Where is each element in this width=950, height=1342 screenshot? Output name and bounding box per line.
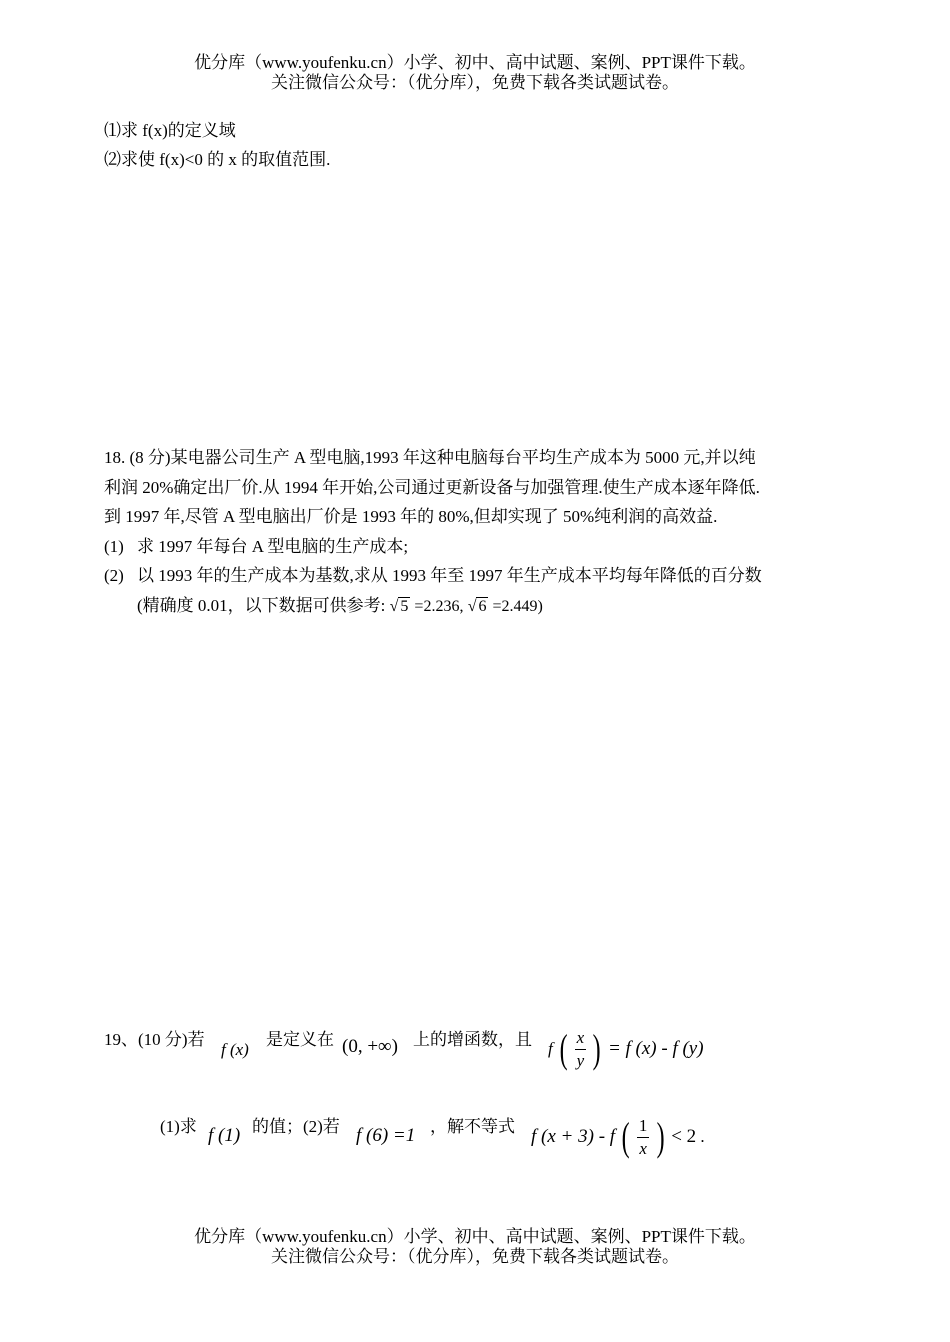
header-line-1: 优分库（www.youfenku.cn）小学、初中、高中试题、案例、PPT课件下载。: [194, 53, 756, 72]
left-paren: (: [621, 1114, 630, 1160]
q19-inequality-numerator: 1: [637, 1115, 650, 1138]
q19-fraction-denominator: y: [576, 1050, 585, 1070]
q18-line-2: 利润 20%确定出厂价.从 1994 年开始,公司通过更新设备与加强管理.使生产成本逐年降低.: [104, 478, 760, 497]
sqrt-5-value: =2.236,: [414, 598, 464, 615]
q18-item-2-number: (2): [104, 566, 124, 585]
q18-item-2-text: 以 1993 年的生产成本为基数,求从 1993 年至 1997 年生产成本平均每年降低的百分数: [137, 566, 762, 585]
sqrt-6-expression: √ 6 =2.449): [467, 598, 543, 615]
q19-f6: f (6) =1: [356, 1125, 416, 1146]
q19-f1: f (1): [208, 1125, 241, 1146]
q19-inequality: [531, 1108, 705, 1168]
right-paren: ): [656, 1114, 665, 1160]
q18-item-1-number: (1): [104, 537, 124, 556]
q19-fraction: [575, 1027, 587, 1072]
q19-text-2: 上的增函数，且: [413, 1030, 532, 1049]
sqrt-6-value: =2.449): [492, 598, 543, 615]
q19-period: .: [700, 1127, 705, 1147]
q19-interval: (0, +∞): [342, 1036, 398, 1057]
q19-fraction-numerator: x: [575, 1027, 587, 1050]
q19-inequality-fraction: [637, 1115, 650, 1160]
q18-line-1: 18. (8 分)某电器公司生产 A 型电脑,1993 年这种电脑每台平均生产成本为 5000 元,并以纯: [104, 448, 756, 467]
sqrt-5-expression: √ 5 =2.236,: [389, 598, 464, 615]
q19-part-1-lead: (1)求: [160, 1117, 197, 1136]
q19-fx: f (x): [221, 1040, 249, 1059]
q19-part-2-text: ，解不等式: [430, 1117, 515, 1136]
sqrt-5-radicand: 5: [400, 598, 409, 615]
q17-part-2: ⑵求使 f(x)<0 的 x 的取值范围.: [104, 150, 331, 169]
q19-text-1: 是定义在: [266, 1030, 334, 1049]
q17-part-1: ⑴求 f(x)的定义域: [104, 121, 236, 140]
header-line-2: 关注微信公众号：（优分库），免费下载各类试题试卷。: [271, 73, 679, 92]
footer-line-1: 优分库（www.youfenku.cn）小学、初中、高中试题、案例、PPT课件下载。: [194, 1227, 756, 1246]
q19-functional-equation: [548, 1020, 704, 1080]
right-paren: ): [593, 1026, 602, 1072]
left-paren: (: [559, 1026, 568, 1072]
q19-inequality-left: f (x + 3) - f: [531, 1126, 616, 1148]
q18-reference-intro: (精确度 0.01，以下数据可供参考:: [137, 596, 386, 615]
q19-inequality-denominator: x: [639, 1138, 647, 1158]
q18-item-1-text: 求 1997 年每台 A 型电脑的生产成本;: [137, 537, 409, 556]
q18-item-2-continuation: [137, 596, 543, 617]
q19-rhs: = f (x) - f (y): [607, 1038, 704, 1060]
q18-line-3: 到 1997 年,尽管 A 型电脑出厂价是 1993 年的 80%,但却实现了 50%纯利润的高效益.: [104, 507, 718, 526]
q19-part-1-text: 的值；(2)若: [252, 1117, 340, 1136]
q19-f-symbol: f: [548, 1039, 553, 1059]
sqrt-6-radicand: 6: [478, 598, 487, 615]
footer-line-2: 关注微信公众号：（优分库），免费下载各类试题试卷。: [271, 1247, 679, 1266]
q19-inequality-right: < 2: [671, 1126, 697, 1148]
q19-lead: 19、(10 分)若: [104, 1030, 205, 1049]
